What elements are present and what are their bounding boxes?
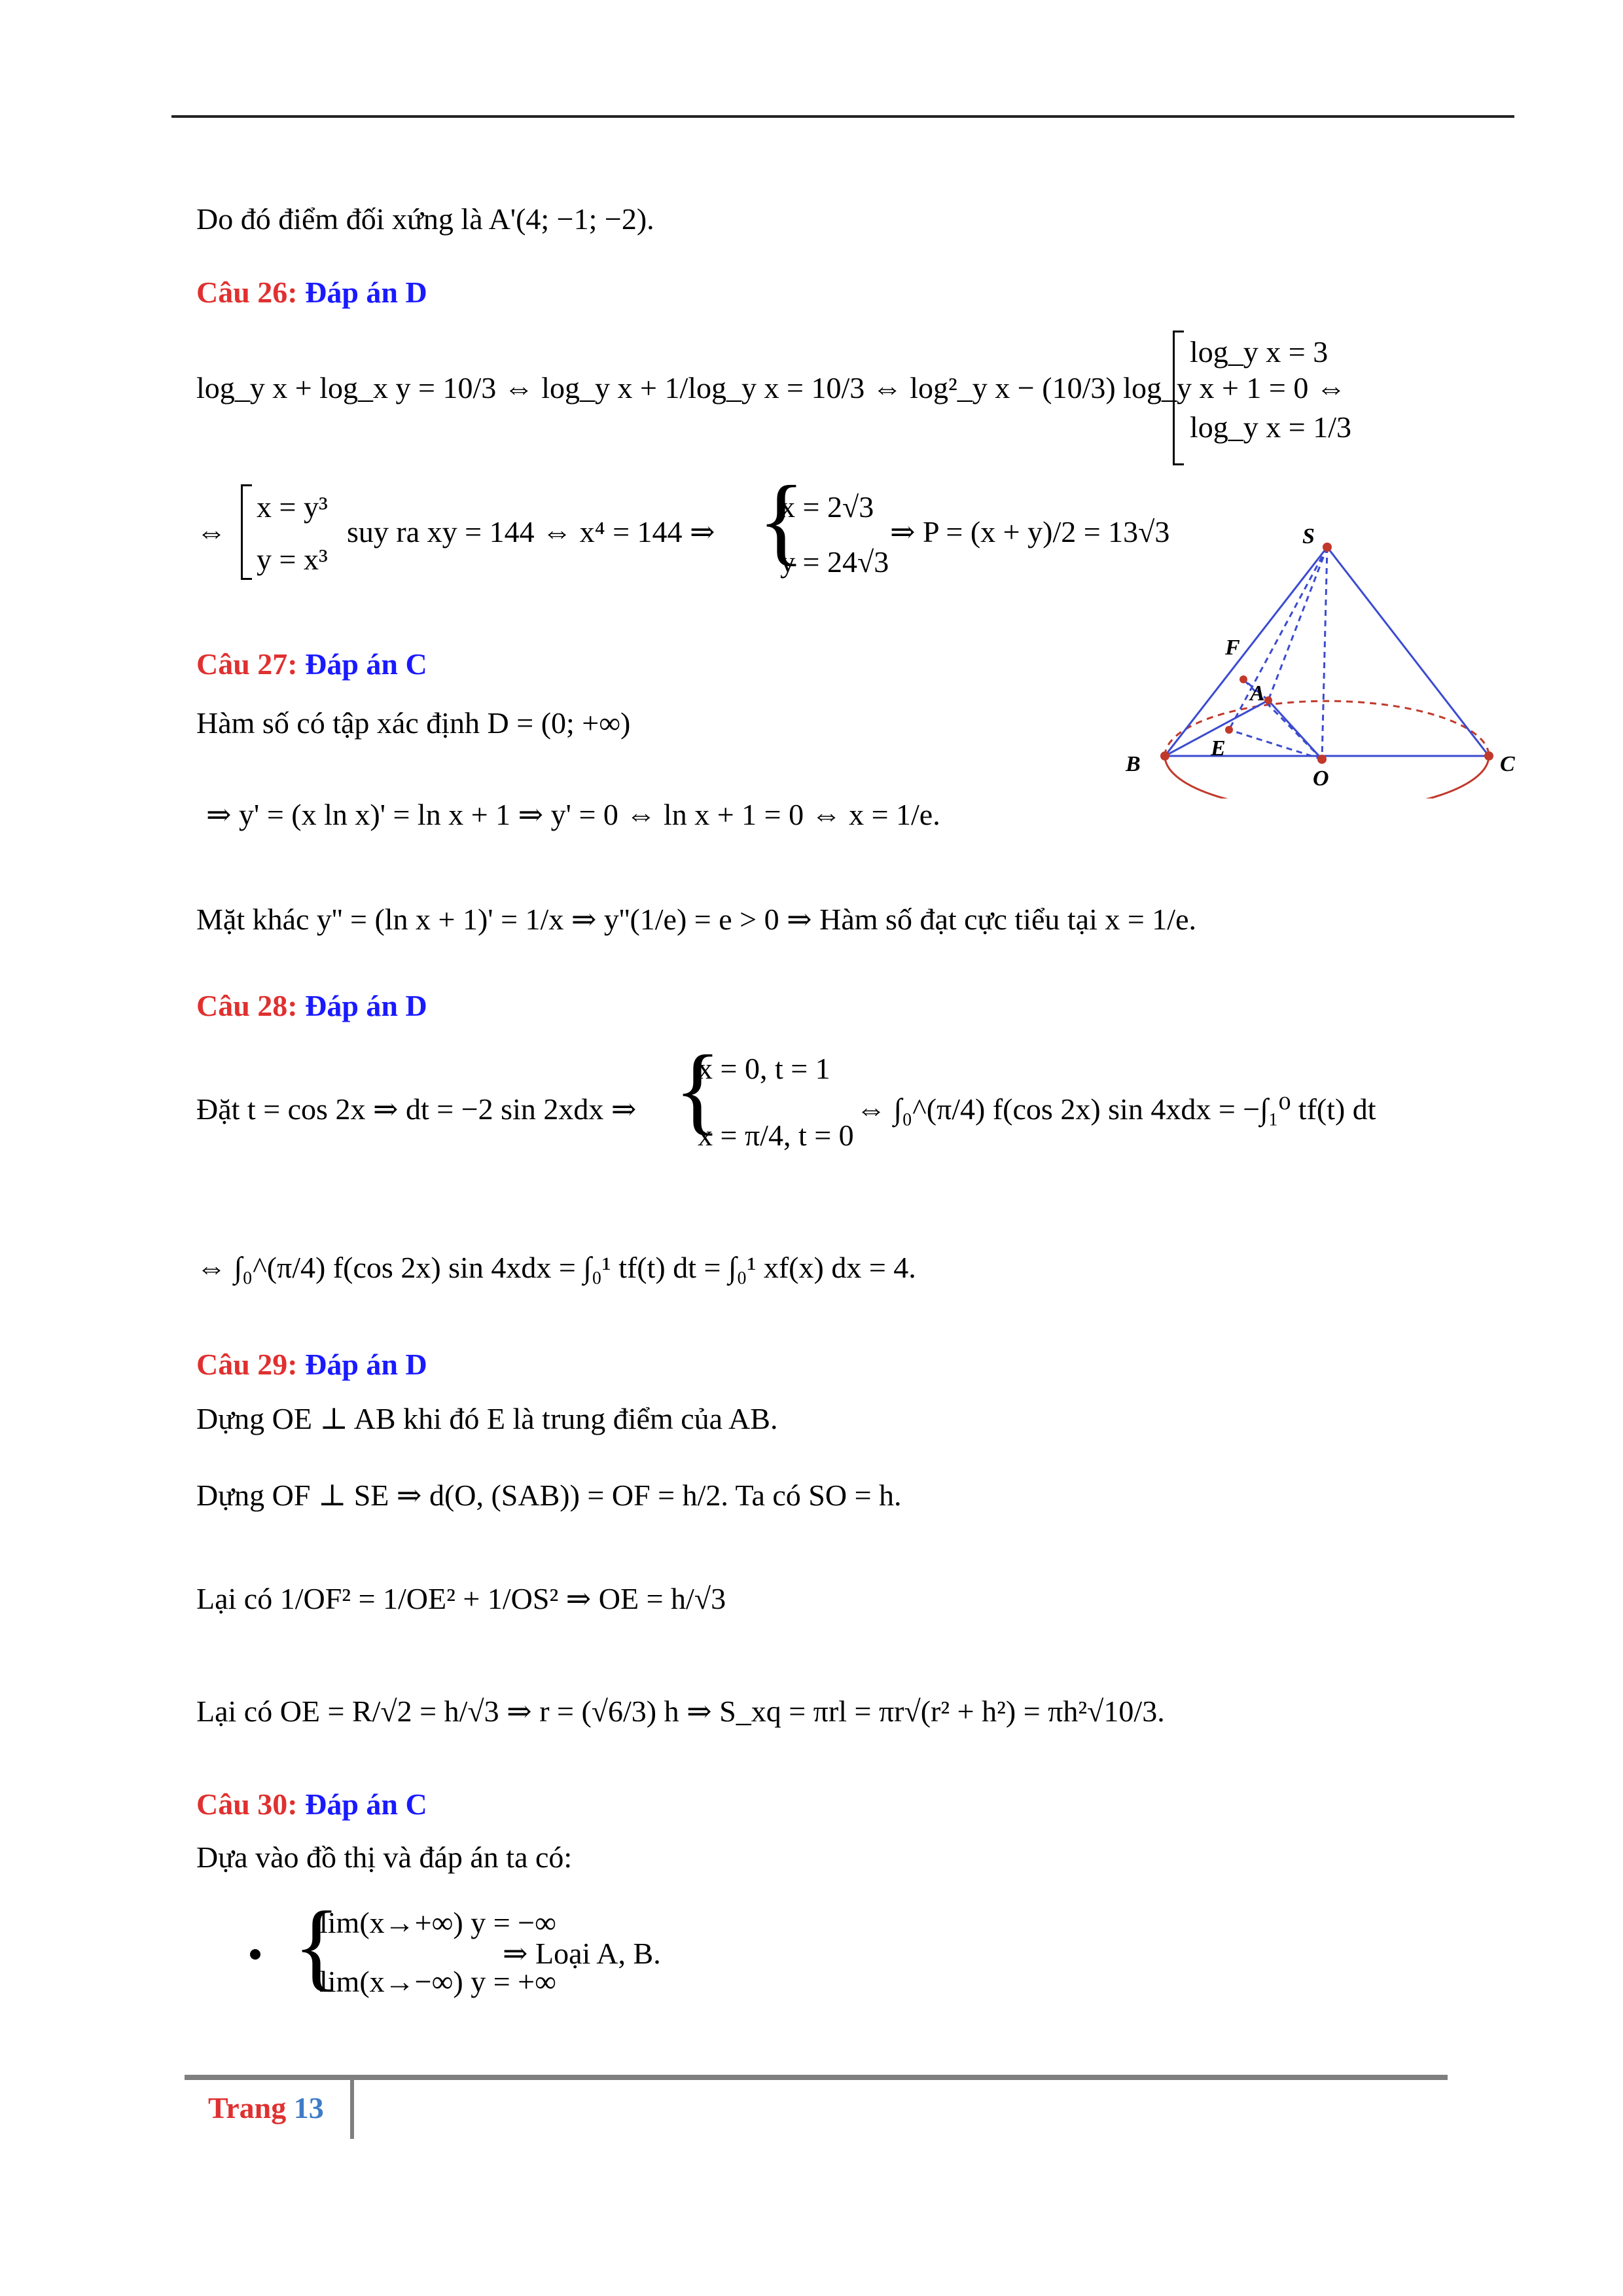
q30-answer: Đáp án C <box>305 1787 427 1821</box>
q30-brace: { <box>293 1892 340 2000</box>
q26-number: Câu 26: <box>196 276 298 309</box>
q27-heading <box>196 647 427 681</box>
edge-SC <box>1327 547 1489 756</box>
q26-equiv: ⇔ <box>196 515 226 548</box>
q28-case-1: x = 0, t = 1 <box>698 1052 830 1085</box>
q29-line-3: Lại có 1/OF² = 1/OE² + 1/OS² ⇒ OE = h/√3 <box>196 1582 726 1615</box>
q28-answer: Đáp án D <box>305 989 427 1022</box>
header-rule <box>171 115 1514 118</box>
label-B: B <box>1126 752 1141 776</box>
label-E: E <box>1211 736 1226 761</box>
label-S: S <box>1302 524 1315 548</box>
q28-heading <box>196 988 427 1023</box>
q30-bullet <box>250 1949 260 1960</box>
label-O: O <box>1313 766 1329 791</box>
label-C: C <box>1500 752 1515 776</box>
q29-number: Câu 29: <box>196 1348 298 1381</box>
q29-line-4: Lại có OE = R/√2 = h/√3 ⇒ r = (√6/3) h ⇒ S_xq = πrl = πr√(r² + h²) = πh²√10/3. <box>196 1695 1165 1728</box>
edge-SA <box>1268 547 1327 700</box>
q27-answer: Đáp án C <box>305 647 427 681</box>
q26-eq2a: x = y³ <box>257 490 328 524</box>
q26-eq2-mid: suy ra xy = 144 ⇔ x⁴ = 144 ⇒ <box>347 515 715 548</box>
q26-sol-1: x = 2√3 <box>780 490 874 524</box>
q26-eq2b: y = x³ <box>257 543 328 576</box>
edge-SO <box>1322 547 1327 759</box>
label-F: F <box>1225 636 1240 660</box>
footer-page-number: 13 <box>293 2091 324 2125</box>
q28-number: Câu 28: <box>196 989 298 1022</box>
q26-case-bracket <box>1173 331 1184 465</box>
q26-answer: Đáp án D <box>305 276 427 309</box>
edge-SB <box>1165 547 1327 756</box>
q26-eq2-end: ⇒ P = (x + y)/2 = 13√3 <box>890 515 1170 548</box>
q30-result <box>503 1939 661 1969</box>
q28-case-2: x = π/4, t = 0 <box>698 1119 854 1152</box>
cone-figure <box>1113 517 1531 798</box>
q28-brace: { <box>674 1035 721 1144</box>
q26-equation-1: log_y x + log_x y = 10/3 ⇔ log_y x + 1/log_y x = 10/3 ⇔ log²_y x − (10/3) log_y x + 1 = 0 ⇔ <box>196 371 1346 404</box>
q27-number: Câu 27: <box>196 647 298 681</box>
q27-line-2: ⇒ y' = (x ln x)' = ln x + 1 ⇒ y' = 0 ⇔ ln x + 1 = 0 ⇔ x = 1/e. <box>206 798 940 831</box>
q30-number: Câu 30: <box>196 1787 298 1821</box>
q30-result-text: ⇒ Loại A, B. <box>503 1937 661 1970</box>
q29-answer: Đáp án D <box>305 1348 427 1381</box>
footer-rule <box>185 2075 1448 2080</box>
q30-heading <box>196 1787 427 1821</box>
q30-limit-2: lim(x→−∞) y = +∞ <box>319 1965 556 1998</box>
q29-heading <box>196 1347 427 1382</box>
q29-line-1: Dựng OE ⊥ AB khi đó E là trung điểm của AB. <box>196 1402 778 1435</box>
q27-line-1: Hàm số có tập xác định D = (0; +∞) <box>196 706 631 740</box>
q26-sol-2: y = 24√3 <box>780 545 889 579</box>
q26-case-2: log_y x = 1/3 <box>1190 410 1352 444</box>
q29-line-2: Dựng OF ⊥ SE ⇒ d(O, (SAB)) = OF = h/2. Ta có SO = h. <box>196 1479 902 1512</box>
footer-page <box>208 2090 324 2125</box>
label-A: A <box>1250 681 1265 706</box>
edge-SE <box>1229 547 1327 730</box>
q28-line-1-end: ⇔ ∫₀^(π/4) f(cos 2x) sin 4xdx = −∫₁⁰ tf(t) dt <box>856 1092 1376 1126</box>
q28-line-2: ⇔ ∫₀^(π/4) f(cos 2x) sin 4xdx = ∫₀¹ tf(t) dt = ∫₀¹ xf(x) dx = 4. <box>196 1251 916 1284</box>
footer-label: Trang <box>208 2091 287 2125</box>
q30-limit-1: lim(x→+∞) y = −∞ <box>319 1906 556 1939</box>
q27-line-3: Mặt khác y'' = (ln x + 1)' = 1/x ⇒ y''(1/e) = e > 0 ⇒ Hàm số đạt cực tiểu tại x = 1/e. <box>196 903 1196 936</box>
q30-line-1: Dựa vào đồ thị và đáp án ta có: <box>196 1840 573 1874</box>
q26-case-bracket-2 <box>241 484 252 580</box>
footer-divider <box>350 2080 354 2139</box>
q26-case-1: log_y x = 3 <box>1190 335 1329 368</box>
q26-brace: { <box>758 466 805 575</box>
q28-line-1: Đặt t = cos 2x ⇒ dt = −2 sin 2xdx ⇒ <box>196 1092 637 1126</box>
q26-heading <box>196 275 427 310</box>
intro-line: Do đó điểm đối xứng là A'(4; −1; −2). <box>196 202 654 236</box>
